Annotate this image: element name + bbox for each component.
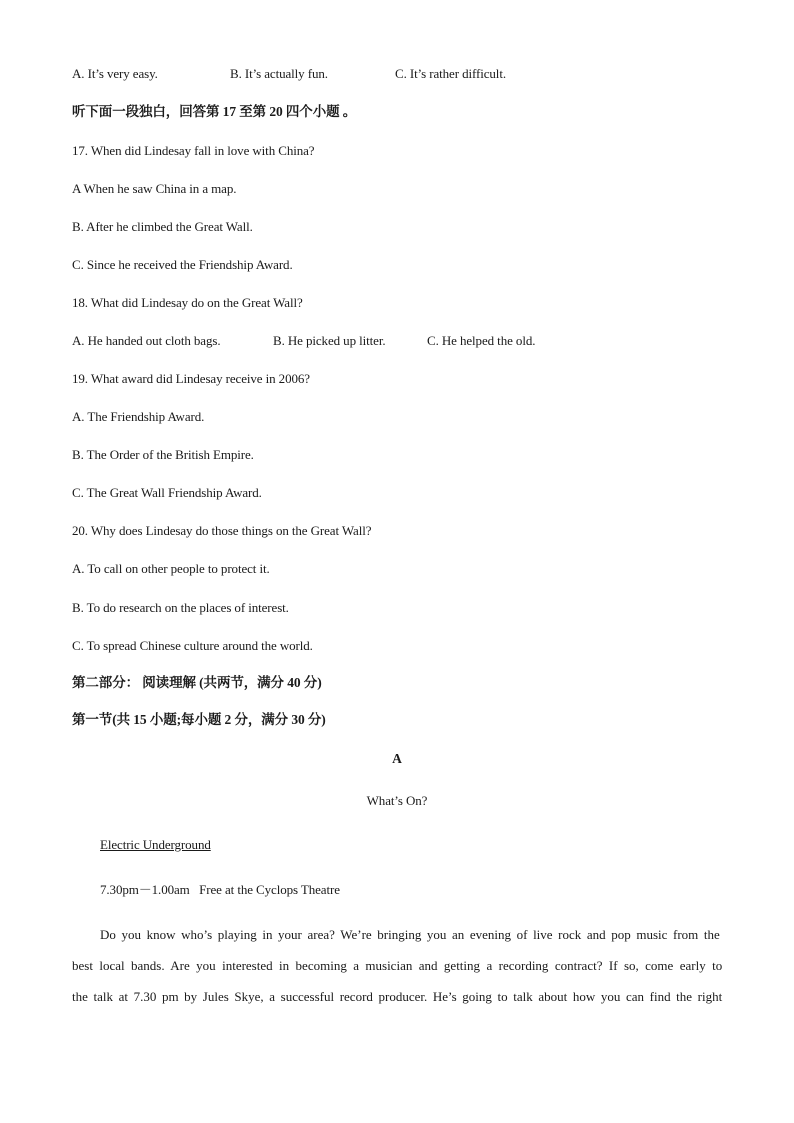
passage-letter: A: [392, 751, 402, 766]
q20-option-a: A. To call on other people to protect it.: [72, 561, 270, 576]
question-stem-17: 17. When did Lindesay fall in love with China?: [72, 143, 315, 158]
q19-option-b: B. The Order of the British Empire.: [72, 447, 254, 462]
q16-option-c: C. It’s rather difficult.: [395, 66, 506, 81]
part2-heading: 第二部分： 阅读理解 (共两节，满分 40 分): [72, 675, 322, 690]
question-stem-20: 20. Why does Lindesay do those things on the Great Wall?: [72, 523, 372, 538]
section1-heading: 第一节(共 15 小题;每小题 2 分，满分 30 分): [72, 712, 326, 727]
q19-option-c: C. The Great Wall Friendship Award.: [72, 485, 262, 500]
question-stem-18: 18. What did Lindesay do on the Great Wall?: [72, 295, 303, 310]
event-time: 7.30pm－1.00am Free at the Cyclops Theatre: [100, 882, 340, 897]
q18-option-a: A. He handed out cloth bags.: [72, 333, 221, 348]
q18-option-b: B. He picked up litter.: [273, 333, 386, 348]
q16-option-b: B. It’s actually fun.: [230, 66, 328, 81]
paragraph-line-2: best local bands. Are you interested in becoming a musician and getting a recording contract? If so, come early to: [72, 958, 723, 973]
q16-options: [72, 66, 506, 82]
paragraph-line-1: Do you know who’s playing in your area? We’re bringing you an evening of live rock and pop music from the: [100, 927, 720, 942]
q17-option-a: A When he saw China in a map.: [72, 181, 237, 196]
q17-option-b: B. After he climbed the Great Wall.: [72, 219, 253, 234]
q19-option-a: A. The Friendship Award.: [72, 409, 205, 424]
section-intro: 听下面一段独白，回答第 17 至第 20 四个小题 。: [72, 104, 357, 119]
q18-options: [72, 333, 535, 349]
q20-option-b: B. To do research on the places of interest.: [72, 600, 289, 615]
paragraph-line-3: the talk at 7.30 pm by Jules Skye, a successful record producer. He’s going to talk about how you can find the right: [72, 989, 723, 1004]
q18-option-c: C. He helped the old.: [427, 333, 536, 348]
question-stem-19: 19. What award did Lindesay receive in 2006?: [72, 371, 310, 386]
q20-option-c: C. To spread Chinese culture around the world.: [72, 638, 313, 653]
q17-option-c: C. Since he received the Friendship Award.: [72, 257, 293, 272]
event-name: Electric Underground: [100, 837, 211, 852]
passage-title: What’s On?: [366, 793, 428, 808]
q16-option-a: A. It’s very easy.: [72, 66, 158, 81]
